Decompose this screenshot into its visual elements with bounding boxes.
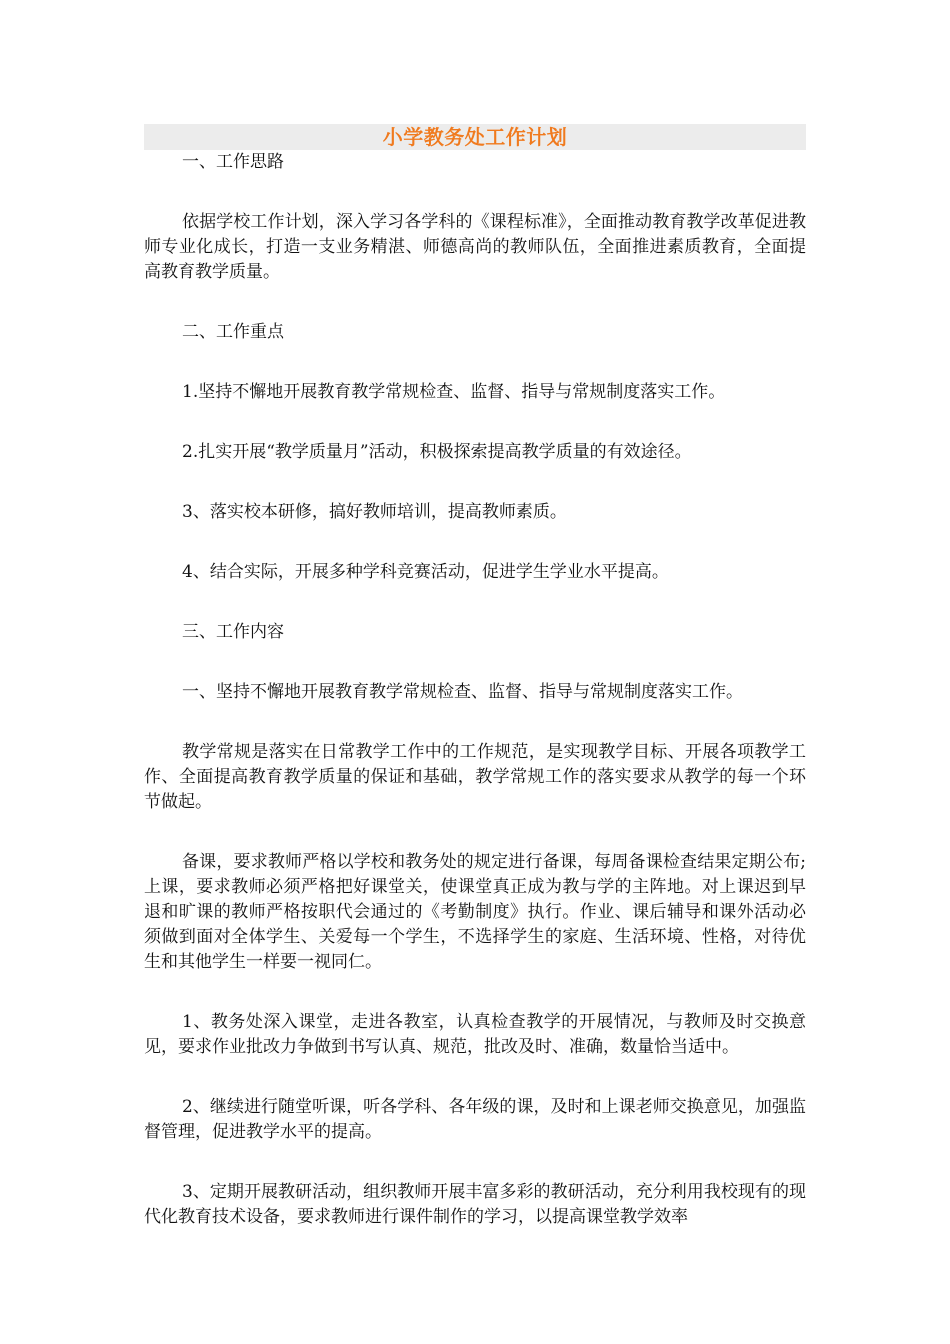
section-heading-1: 一、工作思路 xyxy=(182,152,284,172)
paragraph-work-approach: 依据学校工作计划，深入学习各学科的《课程标准》，全面推动教育教学改革促进教师专业化成长，打造一支业务精湛、师德高尚的教师队伍，全面推进素质教育，全面提高教育教学质量。 xyxy=(144,212,806,282)
document-page xyxy=(144,124,806,1230)
section-heading-3: 三、工作内容 xyxy=(182,622,284,642)
content-item-1: 1、教务处深入课堂，走进各教室，认真检查教学的开展情况，与教师及时交换意见，要求作业批改力争做到书写认真、规范，批改及时、准确，数量恰当适中。 xyxy=(144,1012,806,1057)
title-bar xyxy=(144,124,806,150)
focus-item-1: 1.坚持不懈地开展教育教学常规检查、监督、指导与常规制度落实工作。 xyxy=(182,382,726,402)
paragraph-teaching-routine: 教学常规是落实在日常教学工作中的工作规范，是实现教学目标、开展各项教学工作、全面提高教育教学质量的保证和基础，教学常规工作的落实要求从教学的每一个环节做起。 xyxy=(144,742,806,812)
paragraph-lesson-prep: 备课，要求教师严格以学校和教务处的规定进行备课，每周备课检查结果定期公布;上课，要求教师必须严格把好课堂关，使课堂真正成为教与学的主阵地。对上课迟到早退和旷课的教师严格按职代会通过的《考勤制度》执行。作业、课后辅导和课外活动必须做到面对全体学生、关爱每一个学生，不选择学生的家庭、生活环境、性格，对待优生和其他学生一样要一视同仁。 xyxy=(144,852,806,972)
focus-item-2: 2.扎实开展“教学质量月”活动，积极探索提高教学质量的有效途径。 xyxy=(182,442,692,462)
content-subheading-1: 一、坚持不懈地开展教育教学常规检查、监督、指导与常规制度落实工作。 xyxy=(182,682,743,702)
section-heading-2: 二、工作重点 xyxy=(182,322,284,342)
content-item-3: 3、定期开展教研活动，组织教师开展丰富多彩的教研活动，充分利用我校现有的现代化教育技术设备，要求教师进行课件制作的学习，以提高课堂教学效率 xyxy=(144,1182,806,1227)
content-item-2: 2、继续进行随堂听课，听各学科、各年级的课，及时和上课老师交换意见，加强监督管理，促进教学水平的提高。 xyxy=(144,1097,806,1142)
focus-item-3: 3、落实校本研修，搞好教师培训，提高教师素质。 xyxy=(182,502,567,522)
focus-item-4: 4、结合实际，开展多种学科竞赛活动，促进学生学业水平提高。 xyxy=(182,562,669,582)
document-title: 小学教务处工作计划 xyxy=(382,125,568,149)
